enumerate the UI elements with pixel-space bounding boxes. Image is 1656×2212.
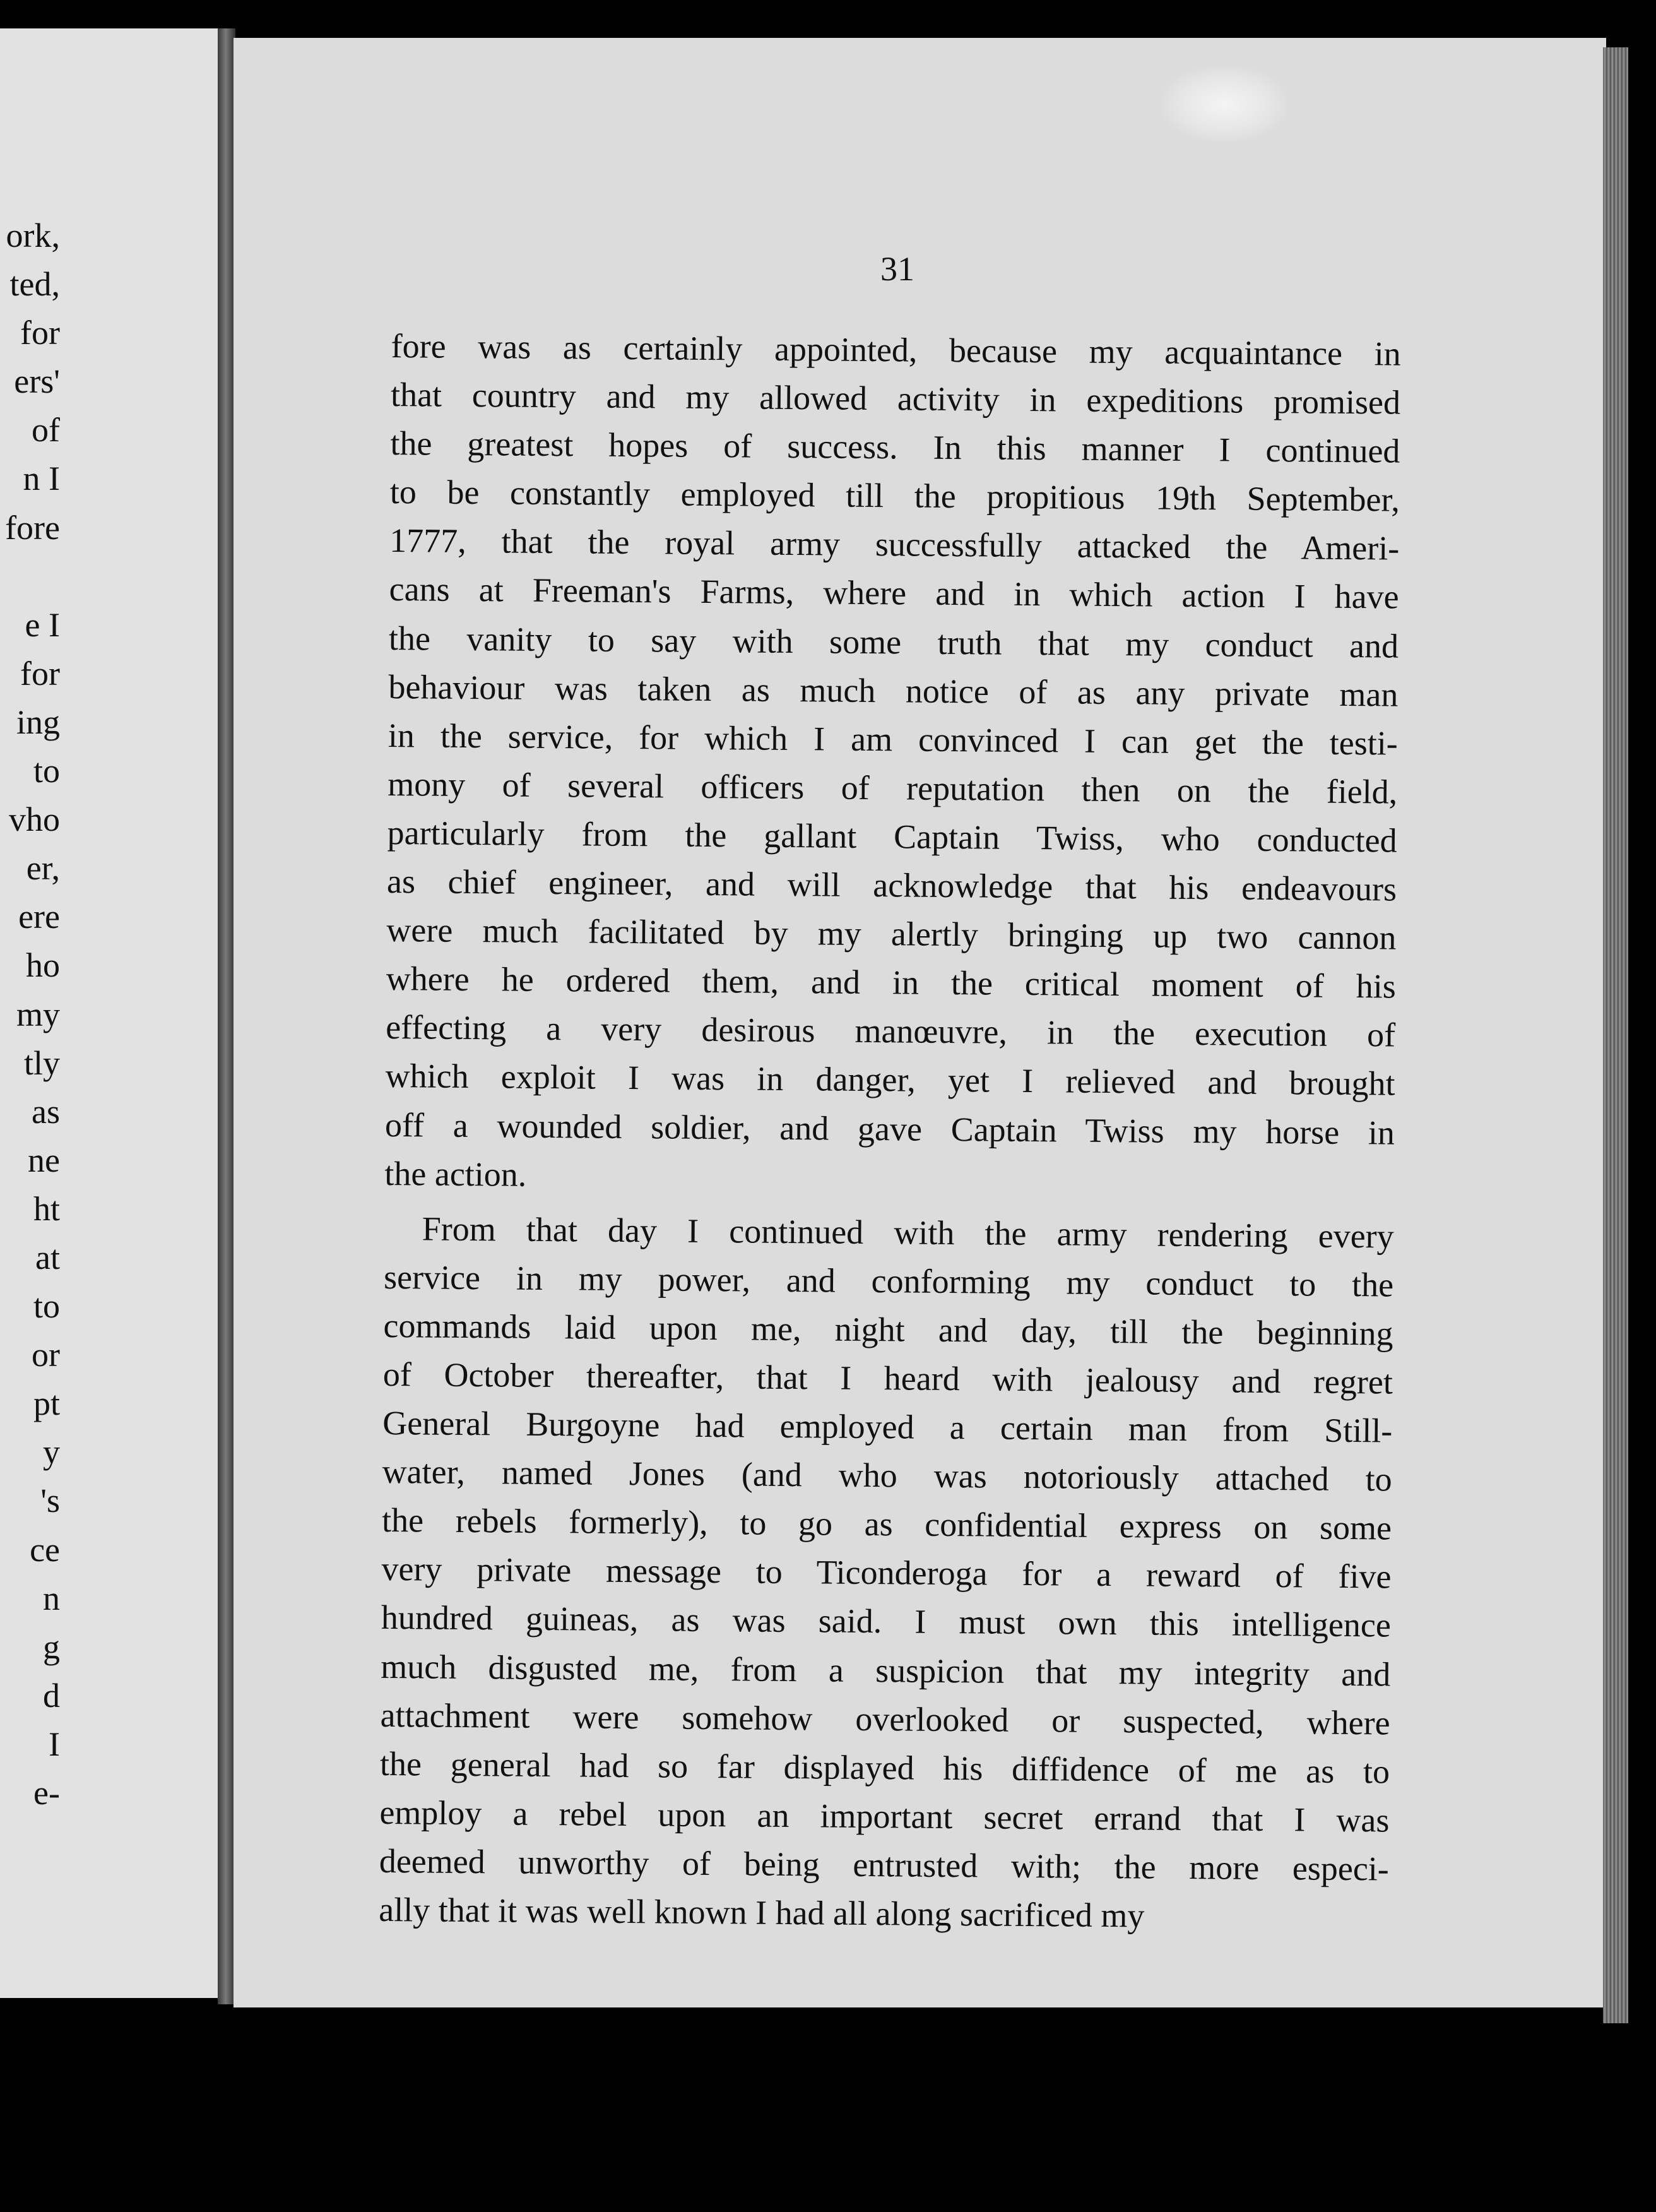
left-page-fragment: ho <box>26 946 60 985</box>
left-page-fragment: ing <box>16 703 60 741</box>
text-line: where he ordered them, and in the critical moment of his <box>386 960 1397 1006</box>
left-page-fragment <box>0 552 60 601</box>
left-page-fragment: of <box>32 411 60 449</box>
text-line: that country and my allowed activity in expeditions promised <box>390 376 1401 422</box>
left-page-fragment: or <box>32 1336 60 1374</box>
text-line: to be constantly employed till the propitious 19th September, <box>389 473 1400 519</box>
body-text <box>379 322 1401 1942</box>
text-line: as chief engineer, and will acknowledge that his endeavours <box>386 862 1397 908</box>
text-line: the rebels formerly), to go as confidential express on some <box>381 1501 1392 1547</box>
text-line: commands laid upon me, night and day, till the beginning <box>383 1306 1393 1353</box>
left-page-fragment: as <box>32 1092 60 1131</box>
left-page-fragment: ted, <box>9 265 60 304</box>
left-page-fragment: at <box>35 1238 60 1276</box>
left-page-fragment: 's <box>40 1482 60 1520</box>
text-line: effecting a very desirous manœuvre, in the execution of <box>385 1008 1396 1054</box>
text-line: ally that it was well known I had all along sacrificed my <box>379 1890 1145 1935</box>
text-line: the action. <box>384 1154 527 1194</box>
left-page-fragment: er, <box>26 849 60 888</box>
text-line: mony of several officers of reputation then on the field, <box>387 764 1398 811</box>
text-line: were much facilitated by my alertly bringing up two cannon <box>386 911 1397 957</box>
left-page <box>0 28 227 1998</box>
text-line: General Burgoyne had employed a certain man from Still- <box>382 1404 1393 1450</box>
paragraph-1 <box>384 322 1401 1206</box>
left-page-fragment: e I <box>25 605 60 644</box>
text-line: much disgusted me, from a suspicion that my integrity and <box>381 1647 1391 1694</box>
text-line: hundred guineas, as was said. I must own this intelligence <box>381 1598 1392 1644</box>
paragraph-2 <box>379 1204 1394 1942</box>
left-page-fragment: ne <box>28 1141 60 1179</box>
text-line: attachment were somehow overlooked or suspected, where <box>380 1696 1390 1742</box>
text-line: water, named Jones (and who was notoriously attached to <box>382 1453 1392 1499</box>
text-line: particularly from the gallant Captain Twiss, who conducted <box>387 813 1397 860</box>
book-gutter <box>218 28 235 2004</box>
left-page-text-fragments <box>0 211 227 1817</box>
left-page-fragment: pt <box>33 1384 60 1423</box>
left-page-fragment: ere <box>18 898 60 936</box>
left-page-fragment: ork, <box>6 217 60 254</box>
text-line: employ a rebel upon an important secret errand that I was <box>379 1793 1390 1840</box>
page-edge <box>1603 47 1628 2023</box>
paper-stain <box>1161 66 1287 142</box>
text-line: cans at Freeman's Farms, where and in which action I have <box>389 570 1399 617</box>
text-line: off a wounded soldier, and gave Captain Twiss my horse in <box>384 1105 1395 1152</box>
left-page-fragment: for <box>20 314 60 352</box>
text-line: fore was as certainly appointed, because my acquaintance in <box>391 326 1401 373</box>
text-line: of October thereafter, that I heard with jealousy and regret <box>382 1355 1393 1401</box>
left-page-fragment: ht <box>33 1189 60 1228</box>
text-line: very private message to Ticonderoga for a reward of five <box>381 1550 1392 1596</box>
left-page-fragment: tly <box>23 1044 60 1082</box>
text-line: which exploit I was in danger, yet I relieved and brought <box>385 1057 1395 1103</box>
text-line: the vanity to say with some truth that my conduct and <box>388 619 1399 665</box>
left-page-fragment: for <box>20 654 60 693</box>
text-line: the greatest hopes of success. In this manner I continued <box>390 424 1400 470</box>
left-page-fragment: n I <box>23 460 60 498</box>
text-line: the general had so far displayed his diffidence of me as to <box>379 1744 1390 1791</box>
left-page-fragment: n <box>43 1579 60 1617</box>
left-page-fragment: to <box>33 1287 60 1326</box>
left-page-fragment: my <box>16 995 60 1033</box>
text-line: in the service, for which I am convinced I can get the testi- <box>387 716 1399 763</box>
left-page-fragment: g <box>43 1627 60 1666</box>
page-number: 31 <box>880 250 914 288</box>
left-page-fragment: d <box>43 1676 60 1715</box>
left-page-fragment: vho <box>9 800 60 839</box>
text-line: deemed unworthy of being entrusted with; the more especi- <box>379 1841 1390 1888</box>
text-line: service in my power, and conforming my conduct to the <box>383 1258 1394 1304</box>
left-page-fragment: e- <box>33 1774 60 1812</box>
left-page-fragment: fore <box>5 508 60 547</box>
left-page-fragment: ce <box>30 1530 60 1569</box>
left-page-fragment: ers' <box>14 362 60 401</box>
text-line: behaviour was taken as much notice of as any private man <box>388 667 1399 714</box>
left-page-fragment: I <box>49 1725 60 1763</box>
text-line: 1777, that the royal army successfully attacked the Ameri- <box>389 521 1400 568</box>
left-page-fragment: y <box>43 1433 60 1472</box>
left-page-fragment: to <box>33 752 60 790</box>
text-line: From that day I continued with the army rendering every <box>422 1210 1394 1256</box>
